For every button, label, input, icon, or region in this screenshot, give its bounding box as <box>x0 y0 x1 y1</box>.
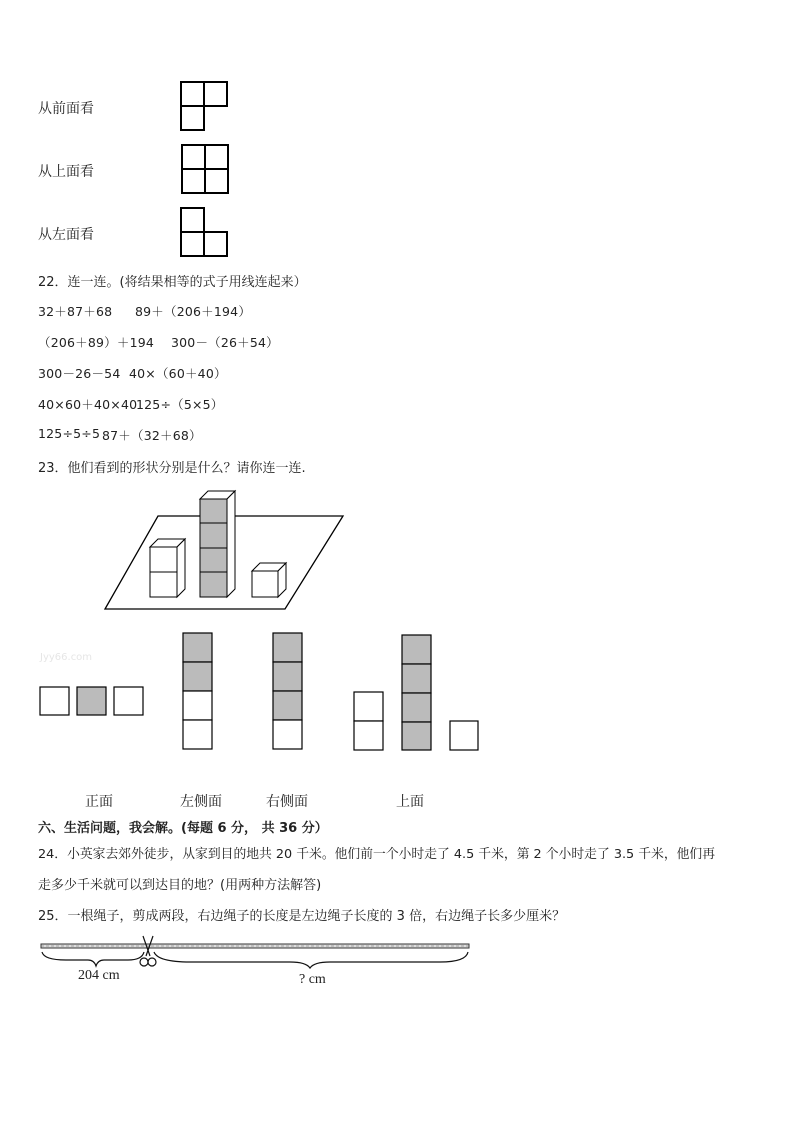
q24-line1: 24．小英家去郊外徒步，从家到目的地共 20 千米。他们前一个小时走了 4.5 千米，第 2 个小时走了 3.5 千米，他们再 <box>38 847 716 862</box>
q22-right-1: 89＋（206＋194） <box>135 304 252 319</box>
view-option-3-figure <box>272 632 306 752</box>
view-label-left: 从左面看 <box>38 227 94 243</box>
view-option-4-figure <box>353 634 483 754</box>
q22-left-3: 300－26－54 <box>38 366 121 381</box>
q22-right-2: 300－（26＋54） <box>171 335 279 350</box>
q22-right-3: 40×（60＋40） <box>129 366 227 381</box>
q22-left-4: 40×60＋40×40 <box>38 397 138 412</box>
cube-arrangement-figure <box>100 485 350 615</box>
left-view-figure <box>180 207 230 259</box>
rope-right-length: ? cm <box>299 972 326 987</box>
q22-right-4: 125÷（5×5） <box>136 397 224 412</box>
q22-title: 22．连一连。(将结果相等的式子用线连起来） <box>38 275 307 290</box>
view-name-top: 上面 <box>396 794 424 810</box>
watermark: Jyy66.com <box>40 652 93 663</box>
front-view-figure <box>180 81 230 133</box>
view-option-2-figure <box>182 632 216 752</box>
q22-right-5: 87＋（32＋68） <box>102 428 202 443</box>
view-name-left-side: 左侧面 <box>180 794 222 810</box>
view-label-front: 从前面看 <box>38 101 94 117</box>
top-view-figure <box>181 144 231 196</box>
q22-left-5: 125÷5÷5 <box>38 426 101 441</box>
view-label-top: 从上面看 <box>38 164 94 180</box>
view-name-right-side: 右侧面 <box>266 794 308 810</box>
view-option-1-figure <box>39 686 147 718</box>
rope-left-length: 204 cm <box>78 968 120 983</box>
scissors-icon <box>140 936 156 966</box>
section6-title: 六、生活问题，我会解。(每题 6 分， 共 36 分） <box>38 821 328 836</box>
view-name-front: 正面 <box>85 794 113 810</box>
q25-title: 25．一根绳子，剪成两段，右边绳子的长度是左边绳子长度的 3 倍，右边绳子长多少厘米？ <box>38 909 566 924</box>
q24-line2: 走多少千米就可以到达目的地？(用两种方法解答) <box>38 878 322 893</box>
q22-left-1: 32＋87＋68 <box>38 304 113 319</box>
q22-left-2: （206＋89）＋194 <box>38 335 155 350</box>
q23-title: 23．他们看到的形状分别是什么？请你连一连. <box>38 461 306 476</box>
